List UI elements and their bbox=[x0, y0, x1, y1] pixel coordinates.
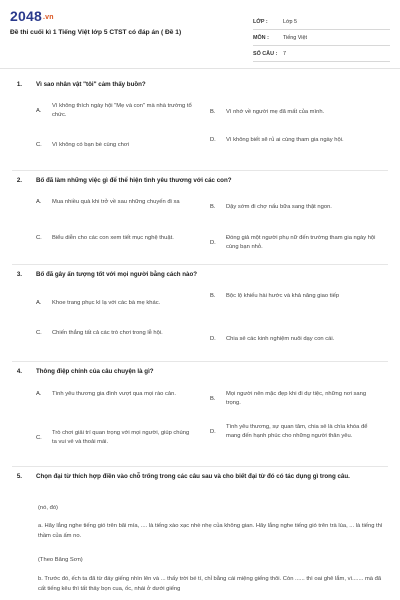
passage-a: a. Hãy lắng nghe tiếng gió trên bãi mía, .... là tiếng xào xạc nhè nhẹ của không gian. Hãy lắng nghe tiếng gió trên trà lúa, ... là tiếng thì thầm của ấm no. bbox=[38, 523, 383, 540]
option-c[interactable] bbox=[36, 141, 192, 150]
meta-key: MÔN : bbox=[253, 34, 269, 41]
question-1 bbox=[0, 80, 400, 89]
option-a[interactable] bbox=[36, 102, 192, 121]
option-a[interactable] bbox=[36, 390, 192, 399]
document-header bbox=[0, 0, 400, 66]
question-heading bbox=[0, 367, 400, 376]
option-label: A. bbox=[36, 391, 42, 397]
meta-row-question-count bbox=[253, 46, 390, 62]
logo-text: 2048 bbox=[10, 8, 42, 24]
question-divider bbox=[12, 264, 388, 265]
option-b[interactable] bbox=[210, 292, 376, 301]
question-text: Thông điệp chính của câu chuyện là gì? bbox=[36, 368, 154, 375]
option-text: Tình yêu thương, sự quan tâm, chia sẻ là chìa khóa để mang đến hạnh phúc cho những người thân yêu. bbox=[226, 424, 368, 440]
meta-value: Tiếng Việt bbox=[283, 34, 307, 41]
option-text: Trò chơi giải trí quan trọng với mọi người, giúp chúng ta vui vẻ và thoải mái. bbox=[52, 430, 190, 446]
option-label: B. bbox=[210, 109, 216, 115]
option-d[interactable] bbox=[210, 136, 376, 145]
option-text: Dậy sớm đi chợ nấu bữa sang thật ngon. bbox=[226, 204, 332, 210]
option-label: C. bbox=[36, 330, 42, 336]
question-text: Chọn đại từ thích hợp điền vào chỗ trống trong các câu sau và cho biết đại từ đó có tác dụng gì trong câu. bbox=[36, 473, 350, 480]
option-label: D. bbox=[210, 428, 216, 435]
option-a[interactable] bbox=[36, 198, 192, 207]
option-label: D. bbox=[210, 137, 216, 143]
option-text: Vì không có bạn bè cùng chơi bbox=[52, 142, 129, 148]
option-text: Biểu diễn cho các con xem tiết mục nghệ thuật. bbox=[52, 235, 174, 241]
option-text: Khoe trang phục kì lạ với các bà mẹ khác. bbox=[52, 300, 161, 306]
question-divider bbox=[12, 466, 388, 467]
meta-value: Lớp 5 bbox=[283, 18, 298, 25]
meta-key: LỚP : bbox=[253, 18, 268, 25]
question-heading bbox=[0, 270, 400, 279]
question-2 bbox=[0, 176, 400, 185]
question-divider bbox=[12, 170, 388, 171]
option-text: Tình yêu thương gia đình vượt qua mọi rào cản. bbox=[52, 391, 176, 397]
option-label: C. bbox=[36, 235, 42, 241]
option-c[interactable] bbox=[36, 429, 192, 448]
meta-row-class bbox=[253, 14, 390, 30]
passage-source: (Theo Băng Sơn) bbox=[38, 557, 83, 563]
question-text: Bố đã làm những việc gì để thể hiện tình yêu thương với các con? bbox=[36, 177, 232, 184]
option-d[interactable] bbox=[210, 423, 376, 442]
word-choices: (nó, đó) bbox=[38, 505, 58, 511]
option-text: Đóng giả một người phụ nữ đến trường tham gia ngày hội cùng bạn nhỏ. bbox=[226, 235, 376, 251]
option-c[interactable] bbox=[36, 234, 192, 243]
question-number: 1. bbox=[16, 81, 22, 88]
question-text: Bố đã gây ấn tượng tốt với mọi người bằng cách nào? bbox=[36, 271, 198, 278]
option-text: Chia sẻ các kinh nghiệm nuôi dạy con cái. bbox=[226, 336, 335, 342]
meta-value: 7 bbox=[283, 50, 286, 57]
option-label: A. bbox=[36, 199, 42, 205]
header-divider bbox=[0, 68, 400, 69]
option-text: Vì không biết sẽ rủ ai cùng tham gia ngày hội. bbox=[226, 137, 344, 143]
logo-suffix: .vn bbox=[42, 13, 54, 21]
question-3 bbox=[0, 270, 400, 279]
question-heading bbox=[0, 472, 400, 481]
passage-b: b. Trước đó, ếch ta đã từ đáy giếng nhìn lên và ... thấy trời bé tí, chỉ bằng cái miệng giếng thôi. Còn ...... thì oai ghê lắm, vì....... mà đã cất tiếng kêu thì tất thảy bọn cua, ốc, nhái ở dưới giếng bbox=[38, 576, 382, 593]
option-b[interactable] bbox=[210, 390, 376, 409]
question-number: 5. bbox=[16, 473, 22, 480]
question-4 bbox=[0, 367, 400, 376]
exam-meta-table bbox=[253, 14, 390, 62]
option-label: D. bbox=[210, 336, 216, 342]
option-label: B. bbox=[210, 204, 216, 210]
document-title: Đề thi cuối kì 1 Tiếng Việt lớp 5 CTST có đáp án ( Đề 1) bbox=[10, 29, 182, 36]
option-b[interactable] bbox=[210, 203, 376, 212]
option-label: A. bbox=[36, 300, 42, 306]
option-text: Mọi người nên mặc đẹp khi đi dự tiệc, những nơi sang trọng. bbox=[226, 391, 367, 407]
option-label: D. bbox=[210, 239, 216, 246]
meta-row-subject bbox=[253, 30, 390, 46]
option-b[interactable] bbox=[210, 108, 376, 117]
option-d[interactable] bbox=[210, 335, 376, 344]
option-text: Bộc lộ khiếu hài hước và khả năng giao tiếp bbox=[226, 293, 340, 299]
option-label: B. bbox=[210, 395, 216, 402]
option-label: C. bbox=[36, 142, 42, 148]
question-5 bbox=[0, 472, 400, 481]
question-number: 3. bbox=[16, 271, 22, 278]
question-heading bbox=[0, 80, 400, 89]
question-number: 4. bbox=[16, 368, 22, 375]
option-label: C. bbox=[36, 434, 42, 441]
option-text: Chiến thắng tất cả các trò chơi trong lễ hội. bbox=[52, 330, 163, 336]
question-number: 2. bbox=[16, 177, 22, 184]
question-divider bbox=[12, 361, 388, 362]
option-text: Vì nhớ về người mẹ đã mất của mình. bbox=[226, 109, 325, 115]
option-c[interactable] bbox=[36, 329, 192, 338]
option-label: A. bbox=[36, 107, 42, 114]
option-text: Mua nhiều quà khi trở về sau những chuyến đi xa bbox=[52, 199, 180, 205]
option-a[interactable] bbox=[36, 299, 212, 308]
option-text: Vì không thích ngày hội "Mẹ và con" mà nhà trường tổ chức. bbox=[52, 103, 192, 119]
meta-key: SỐ CÂU : bbox=[253, 50, 278, 57]
option-d[interactable] bbox=[210, 234, 376, 253]
question-text: Vì sao nhân vật "tôi" cảm thấy buồn? bbox=[36, 81, 146, 88]
question-heading bbox=[0, 176, 400, 185]
option-label: B. bbox=[210, 293, 216, 299]
